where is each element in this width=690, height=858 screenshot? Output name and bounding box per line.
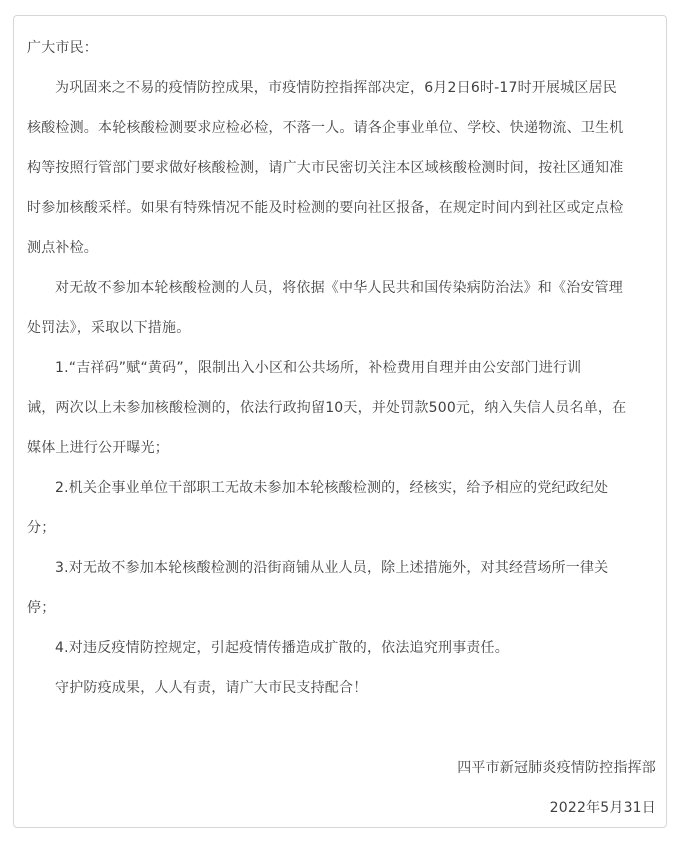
list-item-3-line: 3.对无故不参加本轮核酸检测的沿街商铺从业人员，除上述措施外，对其经营场所一律关: [55, 560, 609, 576]
blank-line: [27, 708, 656, 748]
salutation-line: 广大市民：: [27, 40, 98, 56]
body-line: 时参加核酸采样。如果有特殊情况不能及时检测的要向社区报备，在规定时间内到社区或定点检: [27, 200, 624, 216]
body-line: 测点补检。: [27, 240, 98, 256]
body-line: 为巩固来之不易的疫情防控成果，市疫情防控指挥部决定，6月2日6时-17时开展城区居民: [55, 80, 617, 96]
signature-date: 2022年5月31日: [549, 800, 656, 816]
list-item-2-line: 分；: [27, 520, 56, 536]
list-item-1-line: 1.“吉祥码”赋“黄码”，限制出入小区和公共场所，补检费用自理并由公安部门进行训: [55, 360, 582, 376]
body-line: 对无故不参加本轮核酸检测的人员，将依据《中华人民共和国传染病防治法》和《治安管理: [55, 280, 623, 296]
list-item-1-line: 诫，两次以上未参加核酸检测的，依法行政拘留10天，并处罚款500元，纳入失信人员名单，在: [27, 400, 627, 416]
body-line: 处罚法》，采取以下措施。: [27, 320, 191, 336]
list-item-2-line: 2.机关企事业单位干部职工无故未参加本轮核酸检测的，经核实，给予相应的党纪政纪处: [55, 480, 609, 496]
list-item-3-line: 停；: [27, 600, 56, 616]
closing-line: 守护防疫成果，人人有责，请广大市民支持配合！: [55, 680, 368, 696]
list-item-1-line: 媒体上进行公开曝光；: [27, 440, 169, 456]
list-item-4-line: 4.对违反疫情防控规定，引起疫情传播造成扩散的，依法追究刑事责任。: [55, 640, 509, 656]
signature-org: 四平市新冠肺炎疫情防控指挥部: [457, 760, 656, 776]
notice-document: [13, 15, 667, 828]
body-line: 核酸检测。本轮核酸检测要求应检必检，不落一人。请各企事业单位、学校、快递物流、卫生机: [27, 120, 624, 136]
body-line: 构等按照行管部门要求做好核酸检测，请广大市民密切关注本区域核酸检测时间，按社区通知准: [27, 160, 624, 176]
